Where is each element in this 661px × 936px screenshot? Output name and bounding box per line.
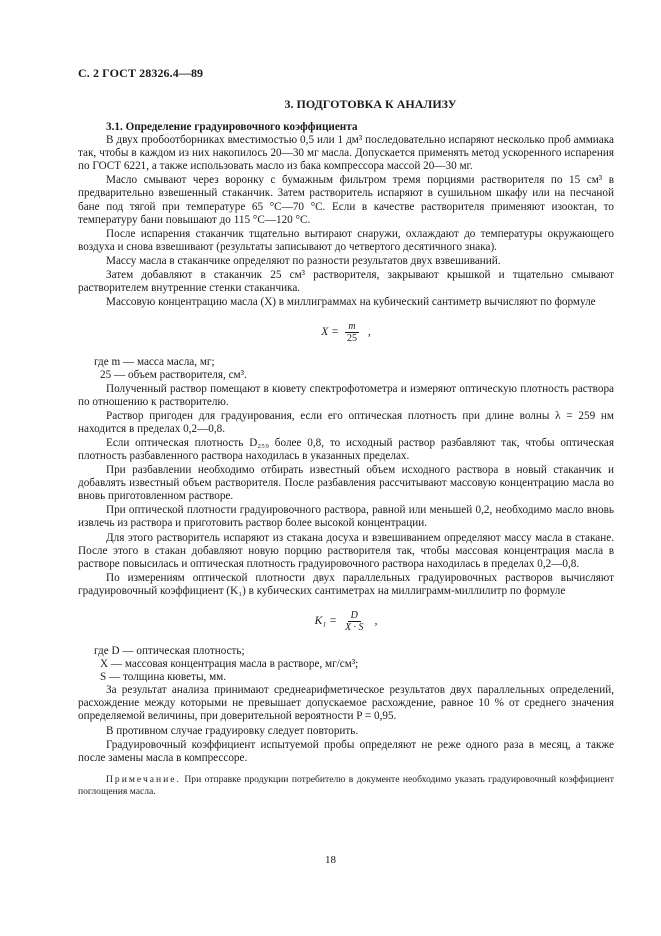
legend-line: 25 — объем растворителя, см³. [100, 369, 247, 382]
paragraph: Для этого растворитель испаряют из стакана досуха и взвешиванием определяют массу масла в стакане. После этого в стакан добавляют новую порцию растворителя так, чтобы массовая концентрация масла в растворе повысилась и оптическая плотность градуировочного раствора находилась в пределах 0,2—0,8. [78, 531, 614, 570]
paragraph: После испарения стаканчик тщательно вытирают снаружи, охлаждают до температуры окружающего воздуха и снова взвешивают (результаты записывают до четвертого десятичного знака). [78, 227, 614, 253]
fraction-denominator: 25 [346, 333, 357, 345]
formula-lhs: K₁ = [314, 614, 337, 627]
paragraph: В противном случае градуировку следует повторить. [106, 724, 359, 737]
formula-lhs: X = [321, 326, 339, 339]
paragraph: Массу масла в стаканчике определяют по разности результатов двух взвешиваний. [106, 254, 501, 267]
formula-tail: , [374, 614, 378, 627]
subsection-title: 3.1. Определение градуировочного коэффициента [106, 121, 358, 133]
fraction-numerator: m [345, 321, 358, 333]
legend-line: где D — оптическая плотность; [94, 645, 245, 657]
section-title [0, 97, 661, 112]
paragraph: Массовую концентрацию масла (X) в миллиграммах на кубический сантиметр вычисляют по формуле [106, 296, 596, 309]
paragraph: При разбавлении необходимо отбирать известный объем исходного раствора в новый стаканчик и добавлять известный объем растворителя. После разбавления рассчитывают массовую концентрацию масла во вновь приготовленном растворе. [78, 464, 614, 503]
note-lead: Примечание. [106, 773, 181, 785]
note [78, 774, 614, 798]
paragraph: При оптической плотности градуировочного раствора, равной или меньшей 0,2, необходимо масло вновь извлечь из раствора и приготовить раствор более высокой концентрации. [78, 504, 614, 530]
formula-tail: , [367, 326, 371, 339]
fraction [342, 610, 367, 633]
paragraph: Затем добавляют в стаканчик 25 см³ растворителя, закрывают крышкой и тщательно смывают растворителем внутренние стенки стаканчика. [78, 269, 614, 295]
legend-line: где m — масса масла, мг; [94, 356, 215, 369]
formula-coefficient [78, 610, 614, 633]
fraction-denominator: X · S [344, 622, 364, 633]
paragraph: В двух пробоотборниках вместимостью 0,5 или 1 дм³ последовательно испаряют несколько проб аммиака так, чтобы в каждом из них накопилось 20—30 мг масла. Допускается применять метод ускоренного испарения по ГОСТ 6221, а также использовать масло из бака компрессора массой 20—30 мг. [78, 134, 614, 173]
document-body [78, 121, 614, 807]
paragraph: Масло смывают через воронку с бумажным фильтром тремя порциями растворителя по 15 см³ в предварительно взвешенный стаканчик. Затем растворитель испаряют в сушильном шкафу или на песчаной бане под тягой при температуре 65 °С—70 °С. Если в качестве растворителя применяют изооктан, то температуру бани повышают до 115 °С—120 °С. [78, 174, 614, 226]
page-header: С. 2 ГОСТ 28326.4—89 [78, 66, 204, 80]
paragraph: По измерениям оптической плотности двух параллельных градуировочных растворов вычисляют градуировочный коэффициент (K₁) в кубических сантиметрах на миллиграмм-миллилитр по формуле [78, 571, 614, 597]
paragraph: Градуировочный коэффициент испытуемой пробы определяют не реже одного раза в месяц, а также после замены масла в компрессоре. [78, 738, 614, 764]
page-number: 18 [325, 854, 336, 866]
legend-line: S — толщина кюветы, мм. [100, 671, 227, 684]
paragraph: Если оптическая плотность D₂₅₉ более 0,8, то исходный раствор разбавляют так, чтобы оптическая плотность разбавленного раствора находилась в указанных пределах. [78, 436, 614, 462]
fraction-numerator: D [348, 610, 361, 622]
legend-line: X — массовая концентрация масла в растворе, мг/см³; [100, 658, 359, 671]
paragraph: За результат анализа принимают среднеарифметическое результатов двух параллельных определений, расхождение между которыми не превышает допускаемое расхождение, равное 10 % от среднего значения определяемой величины, при доверительной вероятности P = 0,95. [78, 684, 614, 723]
paragraph: Раствор пригоден для градуирования, если его оптическая плотность при длине волны λ = 259 нм находится в пределах 0,2—0,8. [78, 409, 614, 435]
note-text: При отправке продукции потребителю в документе необходимо указать градуировочный коэффициент поглощения масла. [78, 773, 614, 797]
fraction [344, 321, 360, 344]
paragraph: Полученный раствор помещают в кювету спектрофотометра и измеряют оптическую плотность раствора по отношению к растворителю. [78, 382, 614, 408]
section-title-text: 3. ПОДГОТОВКА К АНАЛИЗУ [284, 97, 457, 111]
formula-concentration [78, 321, 614, 344]
